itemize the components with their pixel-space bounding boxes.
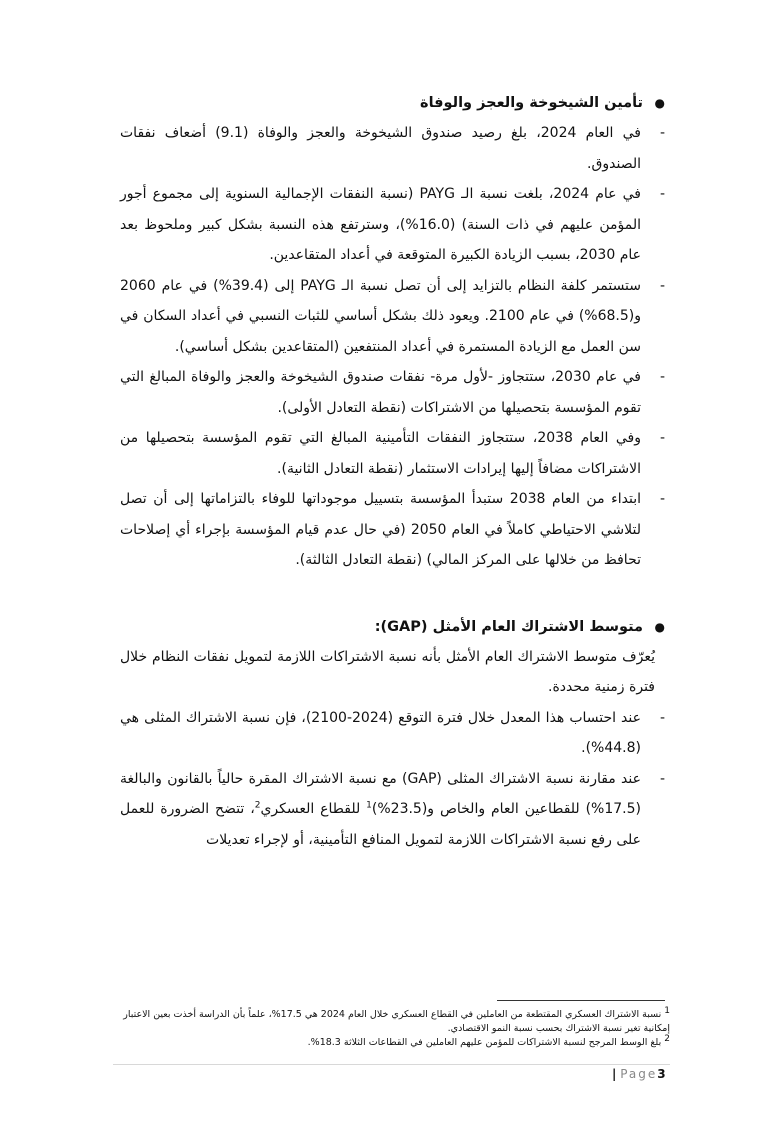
section-heading-text: متوسط الاشتراك العام الأمثل (GAP):	[374, 618, 643, 635]
list-item	[120, 764, 665, 856]
list-item-text-part: عند مقارنة نسبة الاشتراك المثلى (GAP) مع نسبة الاشتراك المقرة حالياً بالقانون والبالغة (17.5%) للقطاعين العام والخاص و(23.5%)	[120, 770, 641, 817]
page-number: 3	[657, 1067, 666, 1081]
footnote-number: 2	[664, 1033, 670, 1044]
list-item	[120, 423, 665, 484]
dash-icon: -	[659, 770, 665, 787]
list-item-text: في عام 2030، ستتجاوز -لأول مرة- نفقات صندوق الشيخوخة والعجز والوفاة المبالغ التي تقوم المؤسسة بتحصيلها من الاشتراكات (نقطة التعادل الأولى).	[120, 369, 641, 416]
footnote-divider	[497, 1000, 665, 1001]
footnote	[113, 1005, 670, 1036]
gap-list	[120, 703, 665, 856]
footnote-text: نسبة الاشتراك العسكري المقتطعة من العاملين في القطاع العسكري خلال العام 2024 هي 17.5%، علماً بأن الدراسة أخذت بعين الاعتبار إمكانية تغير نسبة الاشتراك بحسب نسبة النمو الاقتصادي.	[123, 1009, 670, 1034]
list-item-text: في العام 2024، بلغ رصيد صندوق الشيخوخة والعجز والوفاة (9.1) أضعاف نفقات الصندوق.	[120, 125, 641, 172]
dash-icon: -	[659, 369, 665, 385]
list-item-text: ابتداء من العام 2038 ستبدأ المؤسسة بتسييل موجوداتها للوفاء بالتزاماتها إلى أن تصل لتلاشي الاحتياطي كاملاً في العام 2050 (في حال عدم قيام المؤسسة بإجراء أي إصلاحات تحافظ من خلالها على المركز المالي) (نقطة التعادل الثالثة).	[120, 491, 641, 568]
footnote-number: 1	[664, 1005, 670, 1016]
footer-separator: |	[612, 1067, 617, 1081]
section-heading-gap	[120, 612, 665, 642]
dash-icon: -	[659, 186, 665, 202]
dash-icon: -	[659, 491, 665, 507]
list-item-text: وفي العام 2038، ستتجاوز النفقات التأمينية المبالغ التي تقوم المؤسسة بتحصيلها من الاشتراكات مضافاً إليها إيرادات الاستثمار (نقطة التعادل الثانية).	[120, 430, 641, 477]
footnotes	[113, 1005, 670, 1050]
list-item	[120, 703, 665, 764]
list-item	[120, 271, 665, 363]
old-age-insurance-list	[120, 118, 665, 576]
footnote-ref-link[interactable]: 1	[366, 800, 372, 811]
section-heading-old-age-insurance	[120, 88, 665, 118]
dash-icon: -	[659, 125, 665, 141]
footnote-ref-link[interactable]: 2	[254, 800, 261, 811]
page-footer	[612, 1067, 666, 1081]
section-heading-text: تأمين الشيخوخة والعجز والوفاة	[420, 95, 643, 111]
page-content	[120, 88, 665, 855]
dash-icon: -	[659, 709, 665, 726]
list-item	[120, 118, 665, 179]
list-item-text: في عام 2024، بلغت نسبة الـ PAYG (نسبة النفقات الإجمالية السنوية إلى مجموع أجور المؤمن عليهم في ذات السنة) (16.0%)، وسترتفع هذه النسبة بشكل كبير وملحوظ بعد عام 2030، بسبب الزيادة الكبيرة المتوقعة في أعداد المتقاعدين.	[120, 186, 642, 263]
list-item-text-part: ، تتضح الضرورة للعمل على رفع نسبة الاشتراكات اللازمة لتمويل المنافع التأمينية، أو لإجراء تعديلات	[120, 801, 641, 848]
footnote	[113, 1033, 670, 1050]
list-item-text: عند احتساب هذا المعدل خلال فترة التوقع (2024-2100)، فإن نسبة الاشتراك المثلى هي (44.8%).	[120, 709, 641, 756]
dash-icon: -	[659, 430, 665, 446]
bullet-icon: ●	[654, 96, 665, 110]
list-item	[120, 484, 665, 576]
footer-divider	[113, 1064, 670, 1065]
bullet-icon: ●	[654, 619, 665, 634]
list-item	[120, 179, 665, 271]
list-item-text-part: للقطاع العسكري	[260, 801, 367, 817]
dash-icon: -	[659, 277, 665, 294]
list-item	[120, 362, 665, 423]
list-item-text: ستستمر كلفة النظام بالتزايد إلى أن تصل نسبة الـ PAYG إلى (39.4%) في عام 2060 و(68.5%) في عام 2100. ويعود ذلك بشكل أساسي للثبات النسبي في أعداد السكان في سن العمل مع الزيادة المستمرة في أعداد المنتفعين (المتقاعدين بشكل أساسي).	[120, 277, 642, 355]
page-label: Page	[620, 1067, 658, 1081]
footnote-text: بلغ الوسط المرجح لنسبة الاشتراكات للمؤمن عليهم العاملين في القطاعات الثلاثة 18.3%.	[307, 1037, 662, 1048]
gap-definition-paragraph: يُعرّف متوسط الاشتراك العام الأمثل بأنه نسبة الاشتراكات اللازمة لتمويل نفقات النظام خلال فترة زمنية محددة.	[120, 648, 655, 695]
